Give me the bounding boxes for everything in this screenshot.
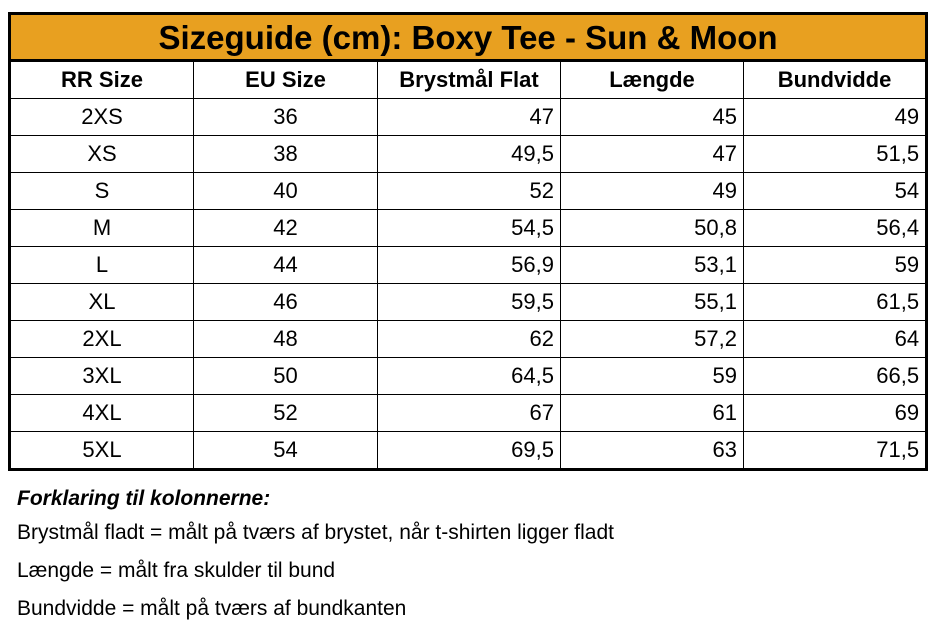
- rr-size-cell: 2XS: [10, 99, 194, 136]
- length-cell: 49: [561, 173, 744, 210]
- table-row: [10, 321, 927, 358]
- length-cell: 50,8: [561, 210, 744, 247]
- column-header-chest-flat: Brystmål Flat: [378, 61, 561, 99]
- title-row: [10, 14, 927, 61]
- length-cell: 59: [561, 358, 744, 395]
- eu-size-cell: 40: [194, 173, 378, 210]
- eu-size-cell: 44: [194, 247, 378, 284]
- table-title: Sizeguide (cm): Boxy Tee - Sun & Moon: [10, 14, 927, 61]
- rr-size-cell: 2XL: [10, 321, 194, 358]
- rr-size-cell: 5XL: [10, 432, 194, 470]
- column-header-rr-size: RR Size: [10, 61, 194, 99]
- table-row: [10, 247, 927, 284]
- table-row: [10, 99, 927, 136]
- legend-title: Forklaring til kolonnerne:: [17, 487, 271, 510]
- length-cell: 61: [561, 395, 744, 432]
- table-row: [10, 284, 927, 321]
- chest-flat-cell: 62: [378, 321, 561, 358]
- hem-width-cell: 51,5: [744, 136, 927, 173]
- table-row: [10, 358, 927, 395]
- column-legend: [17, 484, 917, 628]
- legend-line-hem: Bundvidde = målt på tværs af bundkanten: [17, 597, 407, 620]
- hem-width-cell: 69: [744, 395, 927, 432]
- rr-size-cell: M: [10, 210, 194, 247]
- hem-width-cell: 66,5: [744, 358, 927, 395]
- hem-width-cell: 56,4: [744, 210, 927, 247]
- table-row: [10, 173, 927, 210]
- hem-width-cell: 71,5: [744, 432, 927, 470]
- chest-flat-cell: 59,5: [378, 284, 561, 321]
- hem-width-cell: 61,5: [744, 284, 927, 321]
- length-cell: 47: [561, 136, 744, 173]
- rr-size-cell: 4XL: [10, 395, 194, 432]
- column-header-eu-size: EU Size: [194, 61, 378, 99]
- chest-flat-cell: 69,5: [378, 432, 561, 470]
- hem-width-cell: 64: [744, 321, 927, 358]
- eu-size-cell: 46: [194, 284, 378, 321]
- rr-size-cell: XS: [10, 136, 194, 173]
- chest-flat-cell: 64,5: [378, 358, 561, 395]
- legend-line-length: Længde = målt fra skulder til bund: [17, 559, 336, 582]
- eu-size-cell: 48: [194, 321, 378, 358]
- eu-size-cell: 52: [194, 395, 378, 432]
- rr-size-cell: 3XL: [10, 358, 194, 395]
- rr-size-cell: L: [10, 247, 194, 284]
- eu-size-cell: 42: [194, 210, 378, 247]
- column-header-length: Længde: [561, 61, 744, 99]
- table-row: [10, 210, 927, 247]
- chest-flat-cell: 54,5: [378, 210, 561, 247]
- legend-line-chest: Brystmål fladt = målt på tværs af brystet, når t-shirten ligger fladt: [17, 521, 614, 544]
- eu-size-cell: 50: [194, 358, 378, 395]
- header-row: [10, 61, 927, 99]
- chest-flat-cell: 47: [378, 99, 561, 136]
- rr-size-cell: XL: [10, 284, 194, 321]
- column-header-hem-width: Bundvidde: [744, 61, 927, 99]
- eu-size-cell: 54: [194, 432, 378, 470]
- length-cell: 63: [561, 432, 744, 470]
- hem-width-cell: 49: [744, 99, 927, 136]
- rr-size-cell: S: [10, 173, 194, 210]
- eu-size-cell: 36: [194, 99, 378, 136]
- chest-flat-cell: 52: [378, 173, 561, 210]
- length-cell: 53,1: [561, 247, 744, 284]
- length-cell: 55,1: [561, 284, 744, 321]
- size-rows: [10, 99, 927, 470]
- length-cell: 57,2: [561, 321, 744, 358]
- hem-width-cell: 54: [744, 173, 927, 210]
- eu-size-cell: 38: [194, 136, 378, 173]
- chest-flat-cell: 67: [378, 395, 561, 432]
- table-row: [10, 395, 927, 432]
- length-cell: 45: [561, 99, 744, 136]
- table-row: [10, 432, 927, 470]
- table-row: [10, 136, 927, 173]
- chest-flat-cell: 49,5: [378, 136, 561, 173]
- chest-flat-cell: 56,9: [378, 247, 561, 284]
- hem-width-cell: 59: [744, 247, 927, 284]
- size-guide-table: [8, 12, 928, 471]
